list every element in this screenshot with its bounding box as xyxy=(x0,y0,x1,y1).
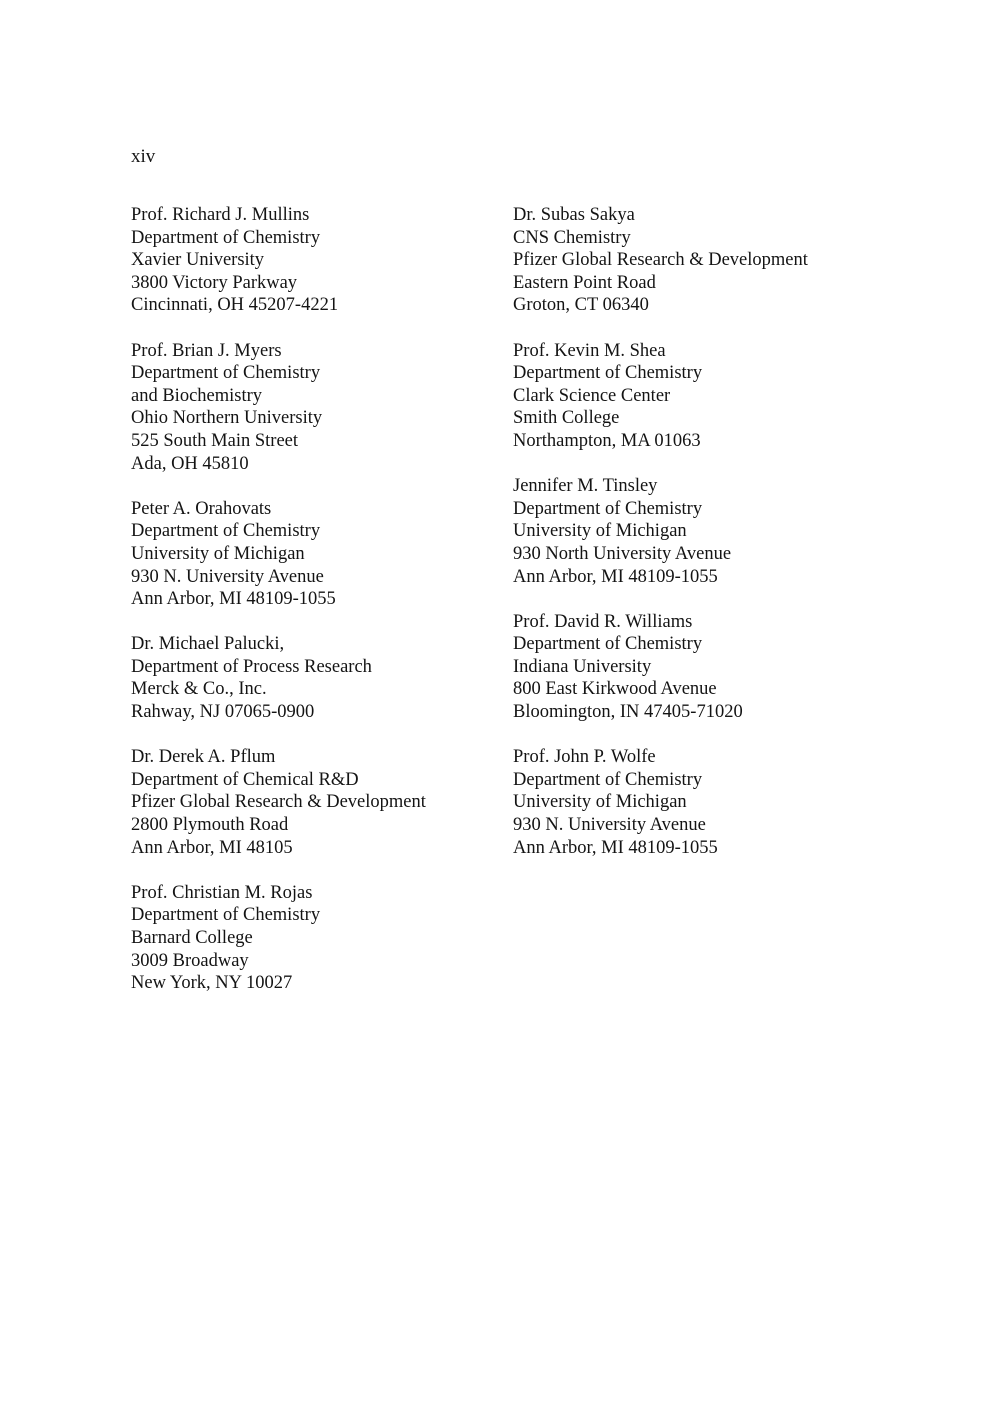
address-line: Clark Science Center xyxy=(513,385,671,406)
address-line: 3009 Broadway xyxy=(131,950,249,971)
contributor-name: Prof. John P. Wolfe xyxy=(513,747,656,768)
contributor-address-block xyxy=(513,611,873,724)
address-line: Department of Chemical R&D xyxy=(131,769,359,790)
address-line: Department of Chemistry xyxy=(513,634,703,655)
address-line: Northampton, MA 01063 xyxy=(513,430,701,451)
contributor-name: Dr. Derek A. Pflum xyxy=(131,747,276,768)
entry-spacer xyxy=(131,611,501,634)
contributor-name: Peter A. Orahovats xyxy=(131,498,272,519)
address-line: Department of Process Research xyxy=(131,656,372,677)
contributor-address-block xyxy=(513,475,873,588)
address-line: Bloomington, IN 47405-71020 xyxy=(513,702,743,723)
address-line: Department of Chemistry xyxy=(131,521,321,542)
address-line: New York, NY 10027 xyxy=(131,973,293,994)
address-line: University of Michigan xyxy=(513,521,687,542)
contributor-column-left xyxy=(131,204,501,995)
contributor-name: Prof. Kevin M. Shea xyxy=(513,340,666,361)
address-line: 930 N. University Avenue xyxy=(513,815,706,836)
contributor-address-block xyxy=(131,498,501,611)
address-line: Eastern Point Road xyxy=(513,272,656,293)
address-line: University of Michigan xyxy=(513,792,687,813)
contributor-name: Dr. Michael Palucki, xyxy=(131,634,285,655)
address-line: 525 South Main Street xyxy=(131,430,299,451)
contributor-name: Prof. Richard J. Mullins xyxy=(131,205,310,225)
address-line: Department of Chemistry xyxy=(513,498,703,519)
address-line: 930 North University Avenue xyxy=(513,543,732,564)
address-line: Barnard College xyxy=(131,928,253,948)
contributor-address-block xyxy=(131,882,501,995)
address-line: Ann Arbor, MI 48105 xyxy=(131,837,293,858)
address-line: Department of Chemistry xyxy=(131,363,321,384)
contributor-name: Prof. Brian J. Myers xyxy=(131,340,282,361)
entry-spacer xyxy=(513,724,873,747)
contributor-name: Prof. Christian M. Rojas xyxy=(131,882,313,903)
address-line: Smith College xyxy=(513,408,620,429)
address-line: Cincinnati, OH 45207-4221 xyxy=(131,295,339,316)
address-line: Indiana University xyxy=(513,656,652,677)
address-line: University of Michigan xyxy=(131,543,305,564)
address-line: 930 N. University Avenue xyxy=(131,566,324,587)
address-line: Ann Arbor, MI 48109-1055 xyxy=(131,589,336,610)
contributor-address-block xyxy=(513,204,873,317)
address-line: Ada, OH 45810 xyxy=(131,453,249,474)
address-line: Department of Chemistry xyxy=(513,363,703,384)
address-line: Ann Arbor, MI 48109-1055 xyxy=(513,837,718,858)
address-line: Department of Chemistry xyxy=(131,905,321,926)
address-line: 3800 Victory Parkway xyxy=(131,272,298,293)
contributor-address-block xyxy=(131,746,501,859)
address-line: Department of Chemistry xyxy=(513,769,703,790)
address-line: Department of Chemistry xyxy=(131,227,321,248)
address-line: Ohio Northern University xyxy=(131,408,323,429)
address-line: Xavier University xyxy=(131,250,265,271)
address-line: Rahway, NJ 07065-0900 xyxy=(131,702,315,723)
address-line: Merck & Co., Inc. xyxy=(131,679,267,700)
contributor-address-block xyxy=(131,340,501,476)
address-line: and Biochemistry xyxy=(131,385,263,406)
contributor-column-right xyxy=(513,204,873,859)
contributor-address-block xyxy=(513,340,873,453)
entry-spacer xyxy=(131,724,501,747)
contributor-address-block xyxy=(131,633,501,723)
address-line: 800 East Kirkwood Avenue xyxy=(513,679,717,700)
contributor-name: Prof. David R. Williams xyxy=(513,611,693,632)
entry-spacer xyxy=(513,317,873,340)
address-line: 2800 Plymouth Road xyxy=(131,815,289,836)
contributor-address-block xyxy=(131,204,501,317)
entry-spacer xyxy=(131,317,501,340)
address-line: CNS Chemistry xyxy=(513,227,631,248)
contributor-name: Jennifer M. Tinsley xyxy=(513,476,658,497)
entry-spacer xyxy=(513,588,873,611)
page-number: xiv xyxy=(131,146,156,167)
address-line: Pfizer Global Research & Development xyxy=(131,792,426,813)
contributor-address-block xyxy=(513,746,873,859)
contributor-name: Dr. Subas Sakya xyxy=(513,205,635,225)
entry-spacer xyxy=(131,859,501,882)
entry-spacer xyxy=(131,475,501,498)
entry-spacer xyxy=(513,453,873,476)
address-line: Pfizer Global Research & Development xyxy=(513,250,808,271)
address-line: Ann Arbor, MI 48109-1055 xyxy=(513,566,718,587)
address-line: Groton, CT 06340 xyxy=(513,295,649,316)
